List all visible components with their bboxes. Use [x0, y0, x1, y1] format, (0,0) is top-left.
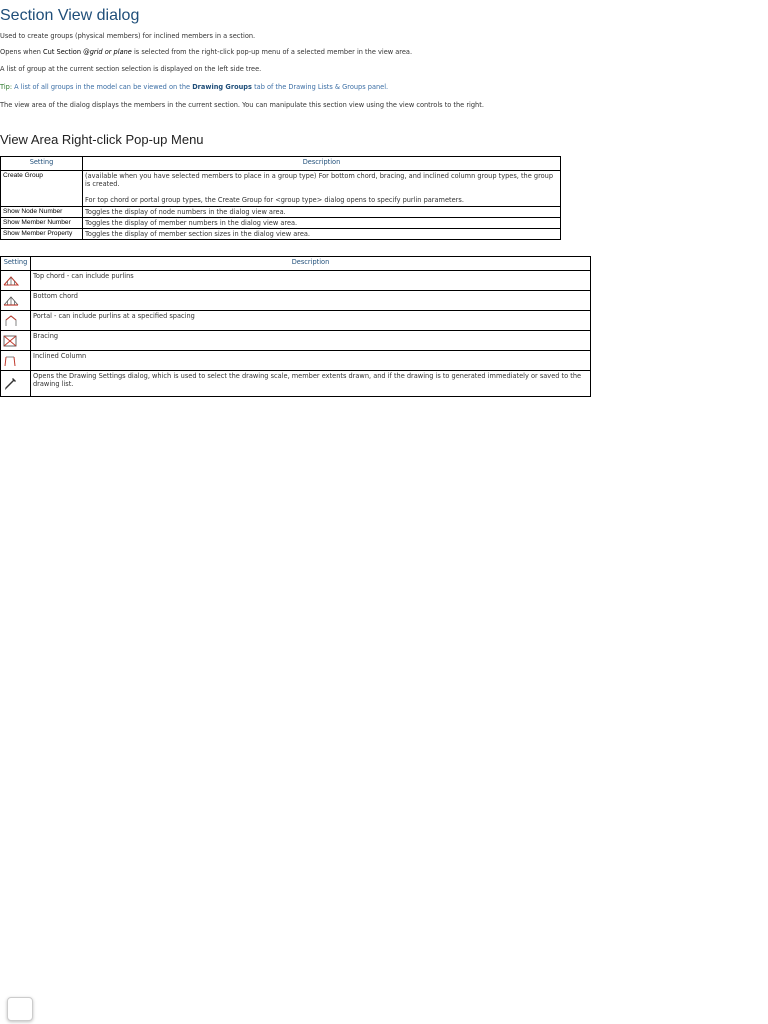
header-setting: Setting: [1, 157, 83, 171]
inclined-column-icon[interactable]: [1, 351, 31, 371]
view-area-paragraph: The view area of the dialog displays the members in the current section. You can manipulate this section view using the view controls to the right.: [0, 101, 484, 109]
tip-paragraph: Tip: A list of all groups in the model can be viewed on the Drawing Groups tab of the Drawing Lists & Groups panel.: [0, 83, 389, 91]
tip-label: Tip:: [0, 83, 13, 91]
setting-cell: Create Group: [1, 171, 83, 207]
table-row: [1, 311, 591, 331]
table-row: [1, 351, 591, 371]
table-row: [1, 291, 591, 311]
description-cell: Top chord - can include purlins: [31, 271, 591, 291]
description-cell: (available when you have selected members to place in a group type) For bottom chord, bracing, and inclined column group types, the group is created. For top chord or portal group types, the Create Group for <group type> dialog opens to specify purlin parameters.: [83, 171, 561, 207]
description-cell: Toggles the display of member section sizes in the dialog view area.: [83, 229, 561, 240]
setting-cell: Show Member Number: [1, 218, 83, 229]
description-cell: Opens the Drawing Settings dialog, which is used to select the drawing scale, member extents drawn, and if the drawing is to generated immediately or saved to the drawing list.: [31, 371, 591, 397]
table-row: [1, 171, 561, 207]
setting-cell: Show Node Number: [1, 207, 83, 218]
bottom-chord-icon[interactable]: [1, 291, 31, 311]
drawing-groups-link[interactable]: Drawing Groups: [192, 83, 252, 91]
section-heading: View Area Right-click Pop-up Menu: [0, 132, 204, 147]
header-description: Description: [31, 257, 591, 271]
table-row: [1, 218, 561, 229]
portal-icon[interactable]: [1, 311, 31, 331]
popup-menu-table: [0, 156, 561, 240]
floating-widget-button[interactable]: [7, 997, 33, 1021]
description-cell: Bottom chord: [31, 291, 591, 311]
toolbar-table: [0, 256, 591, 397]
header-setting: Setting: [1, 257, 31, 271]
description-cell: Bracing: [31, 331, 591, 351]
description-cell: Toggles the display of member numbers in the dialog view area.: [83, 218, 561, 229]
opens-when-paragraph: Opens when Cut Section @grid or plane is selected from the right-click pop-up menu of a selected member in the view area.: [0, 48, 413, 56]
top-chord-icon[interactable]: [1, 271, 31, 291]
intro-paragraph: Used to create groups (physical members) for inclined members in a section.: [0, 32, 256, 40]
table-row: [1, 371, 591, 397]
header-description: Description: [83, 157, 561, 171]
table-row: [1, 331, 591, 351]
description-cell: Inclined Column: [31, 351, 591, 371]
table-header-row: [1, 157, 561, 171]
table-row: [1, 229, 561, 240]
table-header-row: [1, 257, 591, 271]
bracing-icon[interactable]: [1, 331, 31, 351]
description-cell: Portal - can include purlins at a specified spacing: [31, 311, 591, 331]
group-list-paragraph: A list of group at the current section selection is displayed on the left side tree.: [0, 65, 262, 73]
table-row: [1, 207, 561, 218]
description-cell: Toggles the display of node numbers in the dialog view area.: [83, 207, 561, 218]
setting-cell: Show Member Property: [1, 229, 83, 240]
pencil-icon[interactable]: [1, 371, 31, 397]
table-row: [1, 271, 591, 291]
page-title: Section View dialog: [0, 7, 140, 24]
